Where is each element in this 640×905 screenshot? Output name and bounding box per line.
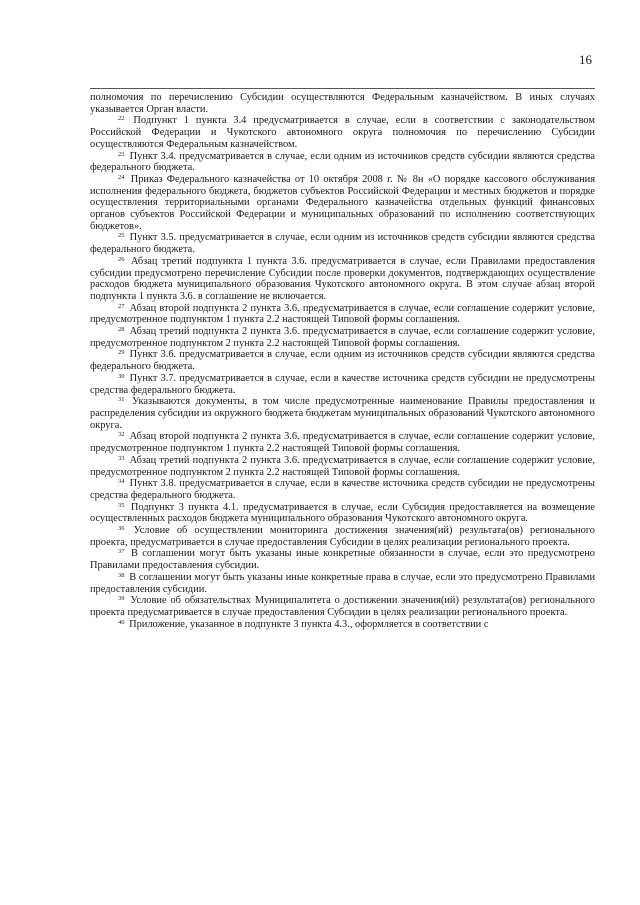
footnote-number: 24 [118,173,125,181]
footnote-24 [90,174,595,233]
footnote-text: Абзац третий подпункта 1 пункта 3.6. предусматривается в случае, если Правилами предоставления субсидии предусмотрено перечисление Субсидии после проверки документов, подтверждающих осуществление расходов бюджета муниципального образования Чукотского автономного округа. В этом случае абзац второй подпункта 1 пункта 3.6. в соглашение не включается. [90,255,595,302]
footnote-number: 29 [118,349,125,357]
footnote-40 [90,619,595,631]
footnote-36 [90,525,595,548]
footnote-31 [90,396,595,431]
footnote-text: Пункт 3.5. предусматривается в случае, если одним из источников средств субсидии являются средства федерального бюджета. [90,232,595,256]
footnote-text: В соглашении могут быть указаны иные конкретные обязанности в случае, если это предусмотрено Правилами предоставления субсидии. [90,548,595,572]
footnote-30 [90,373,595,396]
footnote-33 [90,455,595,478]
footnote-number: 26 [118,255,125,263]
footnote-32 [90,431,595,454]
footnote-text: Приказ Федерального казначейства от 10 октября 2008 г. № 8н «О порядке кассового обслуживания исполнения федерального бюджета, бюджетов субъектов Российской Федерации и местных бюджетов и порядке осуществления территориальными органами Федерального казначейства отдельных функций финансовых органов субъектов Российской Федерации и муниципальных образований по исполнению соответствующих бюджетов». [90,173,595,232]
footnote-34 [90,478,595,501]
footnote-number: 37 [118,548,125,556]
footnote-number: 40 [118,618,125,626]
footnote-number: 25 [118,232,125,240]
footnote-number: 30 [118,372,125,380]
footnote-number: 32 [118,431,125,439]
footnote-text: Абзац второй подпункта 2 пункта 3.6. предусматривается в случае, если соглашение содержит условие, предусмотренное подпунктом 1 пункта 2.2 настоящей Типовой формы соглашения. [90,431,595,455]
footnote-number: 23 [118,150,125,158]
footnote-number: 33 [118,454,125,462]
footnote-separator [90,88,595,89]
footnote-text: Пункт 3.6. предусматривается в случае, если одним из источников средств субсидии являются средства федерального бюджета. [90,349,595,373]
footnote-number: 28 [118,326,125,334]
page-number: 16 [579,52,592,67]
footnote-text: В соглашении могут быть указаны иные конкретные права в случае, если это предусмотрено Правилами предоставления субсидии. [90,571,595,595]
footnote-text: Подпункт 1 пункта 3.4 предусматривается в случае, если в соответствии с законодательством Российской Федерации и Чукотского автономного округа полномочия по перечислению Субсидии осуществляются Федеральным казначейством. [90,115,595,150]
footnote-text: Условие об обязательствах Муниципалитета о достижении значения(ий) результата(ов) регионального проекта предусматривается в случае предоставления Субсидии в целях реализации регионального проекта. [90,595,595,618]
footnote-23 [90,151,595,174]
footnote-text: Приложение, указанное в подпункте 3 пункта 4.3., оформляется в соответствии с [126,618,489,630]
footnote-text: Пункт 3.7. предусматривается в случае, если в качестве источника средств субсидии не предусмотрены средства федерального бюджета. [90,372,595,396]
footnote-number: 22 [118,115,125,123]
footnote-text: Абзац второй подпункта 2 пункта 3.6. предусматривается в случае, если соглашение содержит условие, предусмотренное подпунктом 1 пункта 2.2 настоящей Типовой формы соглашения. [90,302,595,326]
footnote-29 [90,349,595,372]
footnote-text: Подпункт 3 пункта 4.1. предусматривается в случае, если Субсидия предоставляется на возмещение осуществленных расходов бюджета муниципального образования Чукотского автономного округа. [90,501,595,525]
footnote-22 [90,115,595,150]
footnote-text: Указываются документы, в том числе предусмотренные наименование Правилы предоставления и распределения субсидии из окружного бюджета бюджетам муниципальных образований Чукотского автономного округа. [90,396,595,431]
footnote-38 [90,572,595,595]
footnote-number: 39 [118,595,125,603]
footnotes-section [90,92,595,630]
footnote-number: 27 [118,302,125,310]
footnote-number: 35 [118,501,125,509]
footnote-27 [90,303,595,326]
footnote-number: 36 [118,525,125,533]
footnote-continuation: полномочия по перечислению Субсидии осуществляются Федеральным казначейством. В иных случаях указывается Орган власти. [90,92,595,115]
footnote-text: Пункт 3.8. предусматривается в случае, если в качестве источника средств субсидии не предусмотрены средства федерального бюджета. [90,478,595,501]
footnote-35 [90,502,595,525]
footnote-text: Условие об осуществлении мониторинга достижения значения(ий) результата(ов) регионального проекта, предусматривается в случае предоставления Субсидии в целях реализации регионального проекта. [90,525,595,548]
footnote-25 [90,232,595,255]
footnote-number: 34 [118,478,125,486]
footnote-26 [90,256,595,303]
footnote-text: Пункт 3.4. предусматривается в случае, если одним из источников средств субсидии являются средства федерального бюджета. [90,150,595,174]
footnote-text: Абзац третий подпункта 2 пункта 3.6. предусматривается в случае, если соглашение содержит условие, предусмотренное подпунктом 2 пункта 2.2 настоящей Типовой формы соглашения. [90,326,595,349]
footnote-number: 31 [118,396,125,404]
footnote-39 [90,595,595,618]
footnote-number: 38 [118,571,125,579]
footnote-text: Абзац третий подпункта 2 пункта 3.6. предусматривается в случае, если соглашение содержит условие, предусмотренное подпунктом 2 пункта 2.2 настоящей Типовой формы соглашения. [90,454,595,478]
footnote-37 [90,548,595,571]
footnote-28 [90,326,595,349]
